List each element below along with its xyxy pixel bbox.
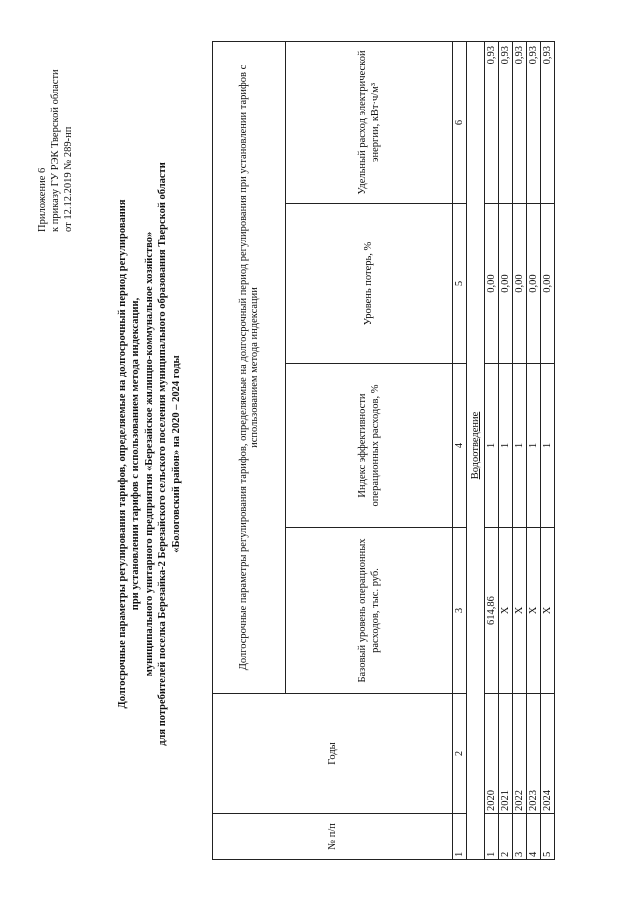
row-number: 3 (513, 814, 527, 860)
table-row (499, 41, 513, 859)
header-efficiency-index: Индекс эффективности операционных расходов, % (286, 364, 453, 528)
parameters-table (212, 41, 555, 860)
column-index: 4 (453, 364, 467, 528)
row-year: 2023 (527, 694, 541, 814)
header-number: № п/п (213, 814, 453, 860)
row-base-level: X (527, 528, 541, 694)
section-spacer (467, 41, 485, 203)
section-spacer (467, 814, 485, 860)
approval-line: к приказу ГУ РЭК Тверской области (50, 69, 62, 232)
approval-line: от 12.12.2019 № 289-нп (63, 126, 75, 232)
column-index: 2 (453, 694, 467, 814)
row-losses: 0,00 (541, 204, 555, 364)
section-spacer (467, 204, 485, 364)
approval-block (36, 22, 75, 232)
row-base-level: X (513, 528, 527, 694)
table-row (513, 41, 527, 859)
row-energy: 0,93 (527, 41, 541, 203)
column-index: 1 (453, 814, 467, 860)
table-row (541, 41, 555, 859)
title-line: для потребителей поселка Березайка-2 Березайского сельского поселения муниципального образования Тверской области (157, 162, 169, 746)
row-efficiency-index: 1 (499, 364, 513, 528)
row-year: 2020 (485, 694, 499, 814)
document-title (116, 74, 183, 834)
approval-line: Приложение 6 (37, 167, 48, 232)
section-row (467, 41, 485, 859)
row-number: 4 (527, 814, 541, 860)
row-energy: 0,93 (513, 41, 527, 203)
section-spacer (467, 694, 485, 814)
row-efficiency-index: 1 (527, 364, 541, 528)
row-number: 2 (499, 814, 513, 860)
row-energy: 0,93 (499, 41, 513, 203)
title-line: Долгосрочные параметры регулирования тарифов, определяемые на долгосрочный период регулирования (117, 199, 128, 709)
section-spacer (467, 528, 485, 694)
column-index: 5 (453, 204, 467, 364)
column-index-row (453, 41, 467, 859)
row-losses: 0,00 (485, 204, 499, 364)
row-year: 2021 (499, 694, 513, 814)
row-year: 2024 (541, 694, 555, 814)
table-row (527, 41, 541, 859)
table-row (485, 41, 499, 859)
header-group: Долгосрочные параметры регулирования тарифов, определяемые на долгосрочный период регулирования при установлении тарифов с использованием метода индексации (213, 41, 286, 693)
row-losses: 0,00 (513, 204, 527, 364)
column-index: 6 (453, 41, 467, 203)
row-number: 5 (541, 814, 555, 860)
title-line: при установлении тарифов с использованием метода индексации, (130, 297, 142, 611)
column-index: 3 (453, 528, 467, 694)
header-losses: Уровень потерь, % (286, 204, 453, 364)
header-energy: Удельный расход электрической энергии, кВт·ч/м³ (286, 41, 453, 203)
row-efficiency-index: 1 (513, 364, 527, 528)
row-losses: 0,00 (499, 204, 513, 364)
row-efficiency-index: 1 (485, 364, 499, 528)
row-base-level: X (499, 528, 513, 694)
title-line: «Бологовский район» на 2020 – 2024 годы (170, 355, 182, 553)
row-year: 2022 (513, 694, 527, 814)
header-years: Годы (213, 694, 453, 814)
title-line: муниципального унитарного предприятия «Березайское жилищно-коммунальное хозяйство» (143, 231, 155, 677)
section-label (467, 364, 485, 528)
row-number: 1 (485, 814, 499, 860)
row-efficiency-index: 1 (541, 364, 555, 528)
section-label-text: Водоотведение (470, 411, 481, 480)
header-base-level: Базовый уровень операционных расходов, тыс. руб. (286, 528, 453, 694)
row-losses: 0,00 (527, 204, 541, 364)
row-energy: 0,93 (541, 41, 555, 203)
row-base-level: X (541, 528, 555, 694)
row-base-level: 614,86 (485, 528, 499, 694)
row-energy: 0,93 (485, 41, 499, 203)
